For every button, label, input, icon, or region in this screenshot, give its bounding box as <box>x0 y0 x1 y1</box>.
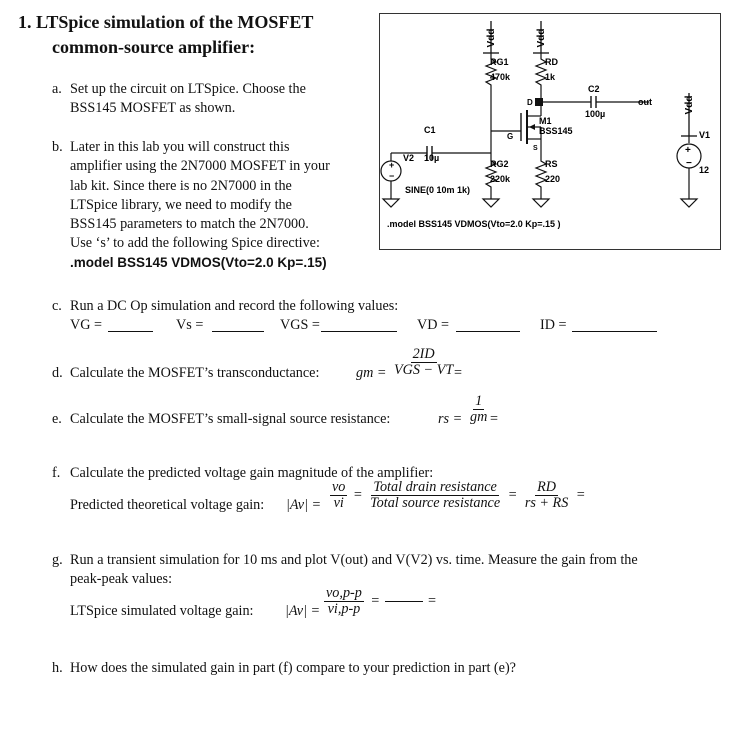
part-g-line2: peak-peak values: <box>70 571 173 587</box>
ground-v2 <box>383 199 399 207</box>
vgs-blank[interactable] <box>321 318 397 332</box>
part-b-letter: b. <box>52 139 63 155</box>
svg-text:+: + <box>389 160 395 170</box>
part-f-letter: f. <box>52 465 61 481</box>
svg-text:−: − <box>389 171 395 181</box>
rg1-label: RG1 <box>490 57 509 67</box>
part-h-text: How does the simulated gain in part (f) compare to your prediction in part (e)? <box>70 660 516 676</box>
rs-equals: = <box>490 411 499 427</box>
c2-capacitor <box>591 96 596 108</box>
problem-title-line2: common-source amplifier: <box>52 37 256 57</box>
vs-blank[interactable] <box>212 318 264 332</box>
circuit-schematic <box>379 13 721 250</box>
gm-denominator: VGS − VT <box>394 361 454 378</box>
part-a-line1: Set up the circuit on LTSpice. Choose the <box>70 81 306 97</box>
part-a-line2: BSS145 MOSFET as shown. <box>70 100 236 116</box>
simulated-gain-label: LTSpice simulated voltage gain: <box>70 603 254 619</box>
rg2-label: RG2 <box>490 159 509 169</box>
rg1-value: 470k <box>490 72 511 82</box>
rs-plus-rs-denominator: rs + RS <box>524 494 569 511</box>
part-b-line6: Use ‘s’ to add the following Spice directive: <box>70 235 320 251</box>
rs-lhs: rs = <box>438 411 463 427</box>
part-e-letter: e. <box>52 411 62 427</box>
predicted-gain-label: Predicted theoretical voltage gain: <box>70 497 265 513</box>
gm-formula <box>392 347 455 378</box>
predicted-gain-lhs: |Av| = <box>286 497 322 513</box>
rd-label: RD <box>545 57 558 67</box>
eq-2: = <box>507 486 518 503</box>
part-b-line4: LTSpice library, we need to modify the <box>70 197 292 213</box>
part-b-line2: amplifier using the 2N7000 MOSFET in your <box>70 158 330 174</box>
problem-title-line1: 1. LTSpice simulation of the MOSFET <box>18 12 314 32</box>
schematic-directive: .model BSS145 VDMOS(Vto=2.0 Kp=.15 ) <box>387 219 561 229</box>
part-b-directive: .model BSS145 VDMOS(Vto=2.0 Kp=.15) <box>70 255 327 270</box>
vd-label: VD = <box>417 317 450 333</box>
rs-denominator: gm <box>470 408 488 425</box>
mosfet-m1 <box>491 102 541 151</box>
part-b-line3: lab kit. Since there is no 2N7000 in the <box>70 178 292 194</box>
part-b-line5: BSS145 parameters to match the 2N7000. <box>70 216 309 232</box>
c2-label: C2 <box>588 84 600 94</box>
v1-label: V1 <box>699 130 711 140</box>
gm-equals: = <box>454 365 463 381</box>
vd-blank[interactable] <box>456 318 520 332</box>
part-b-line1: Later in this lab you will construct this <box>70 139 290 155</box>
id-label: ID = <box>540 317 567 333</box>
c1-label: C1 <box>424 125 436 135</box>
part-g-letter: g. <box>52 552 63 568</box>
v2-sine-spec: SINE(0 10m 1k) <box>405 185 471 195</box>
part-f-text: Calculate the predicted voltage gain magnitude of the amplifier: <box>70 465 434 481</box>
rs-numerator: 1 <box>475 393 483 409</box>
part-e-text: Calculate the MOSFET’s small-signal source resistance: <box>70 411 391 427</box>
rs-value: 220 <box>545 174 561 184</box>
total-source-resistance: Total source resistance <box>370 494 501 511</box>
c1-value: 10µ <box>424 153 440 163</box>
part-h-letter: h. <box>52 660 63 676</box>
sim-eq-1: = <box>370 592 380 609</box>
eq-3: = <box>575 486 586 503</box>
v2-sine-source <box>381 160 401 181</box>
vo-pp-numerator: vo,p-p <box>326 585 362 601</box>
drain-pin-label: D <box>527 98 533 107</box>
gate-pin-label: G <box>507 132 514 141</box>
source-pin-label: S <box>533 145 538 152</box>
eq-1: = <box>352 486 363 503</box>
part-d-letter: d. <box>52 365 63 381</box>
predicted-gain-formula <box>330 480 587 511</box>
v1-value: 12 <box>699 165 710 175</box>
m1-model: BSS145 <box>539 126 573 136</box>
vi-pp-denominator: vi,p-p <box>327 600 361 617</box>
v2-label: V2 <box>403 153 415 163</box>
ground-rg2 <box>483 199 499 207</box>
simulated-gain-formula <box>324 586 440 617</box>
vdd-label-3: Vdd <box>684 95 695 115</box>
rd-numerator: RD <box>537 479 557 495</box>
svg-text:−: − <box>686 158 692 169</box>
v1-dc-source <box>677 144 701 169</box>
vs-label: Vs = <box>176 317 204 333</box>
ground-v1 <box>681 199 697 207</box>
vdd-label-1: Vdd <box>486 28 497 48</box>
m1-label: M1 <box>539 116 552 126</box>
part-c-text: Run a DC Op simulation and record the following values: <box>70 298 399 314</box>
ground-rs <box>533 199 549 207</box>
rd-value: 1k <box>545 72 556 82</box>
vo-numerator: vo <box>332 479 346 495</box>
out-net-label: out <box>638 97 652 107</box>
part-a-letter: a. <box>52 81 62 97</box>
vi-denominator: vi <box>333 494 344 511</box>
id-blank[interactable] <box>572 318 657 332</box>
c2-value: 100µ <box>585 109 606 119</box>
gm-lhs: gm = <box>356 365 387 381</box>
vgs-label: VGS = <box>280 317 320 333</box>
vg-blank[interactable] <box>108 318 153 332</box>
gm-numerator: 2ID <box>412 346 435 362</box>
part-d-text: Calculate the MOSFET’s transconductance: <box>70 365 320 381</box>
vg-label: VG = <box>70 317 103 333</box>
rg2-value: 220k <box>490 174 511 184</box>
rs-label: RS <box>545 159 558 169</box>
sim-eq-2: = <box>427 592 437 609</box>
svg-text:+: + <box>685 145 691 156</box>
part-g-line1: Run a transient simulation for 10 ms and plot V(out) and V(V2) vs. time. Measure the gain from the <box>70 552 638 568</box>
rs-formula <box>468 394 489 425</box>
total-drain-resistance: Total drain resistance <box>373 479 497 495</box>
vdd-label-2: Vdd <box>536 28 547 48</box>
simulated-gain-lhs: |Av| = <box>285 603 321 619</box>
drain-node <box>535 98 543 106</box>
part-c-letter: c. <box>52 298 62 314</box>
